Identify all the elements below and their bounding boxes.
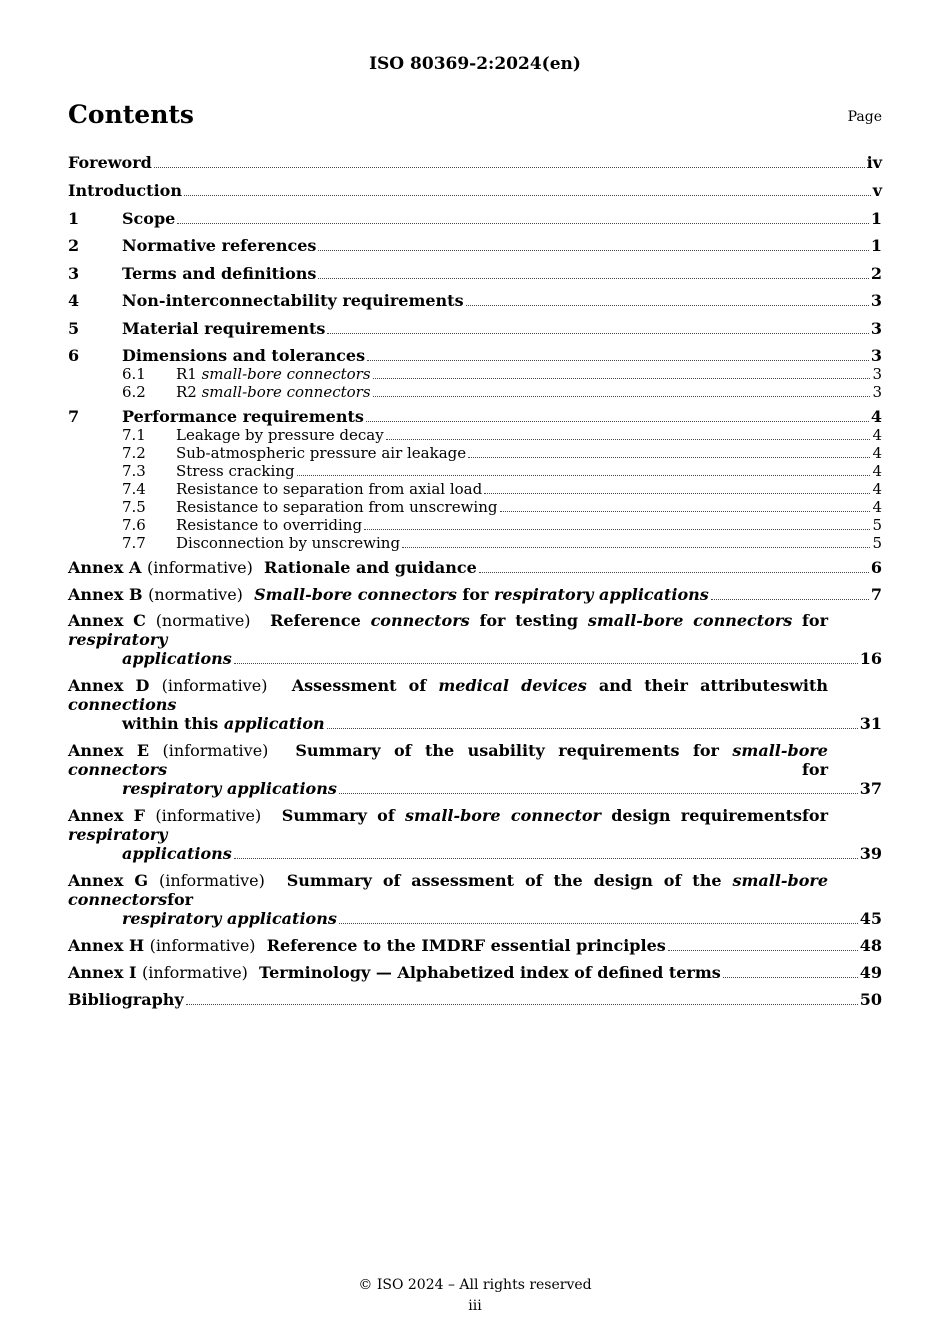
- toc-entry-material-requirements[interactable]: [68, 319, 882, 338]
- dot-leader: [479, 572, 869, 573]
- toc-entry-page: 4: [872, 480, 882, 498]
- dot-leader: [327, 333, 868, 334]
- toc-entry-number: 2: [68, 236, 80, 255]
- toc-entry-title: Annex H (informative) Reference to the IMDRF essential principles: [68, 936, 666, 955]
- toc-entry-title: Terms and definitions: [122, 264, 317, 283]
- toc-subentry-6-1[interactable]: [68, 365, 882, 383]
- toc-entry-page: 48: [859, 936, 882, 955]
- toc-entry-page: 31: [859, 714, 882, 733]
- toc-annex-h[interactable]: [68, 936, 882, 955]
- dot-leader: [500, 511, 871, 512]
- toc-entry-title: Annex G (informative) Summary of assessment of the design of the small-bore connectorsfor: [68, 871, 829, 909]
- toc-entry-title: Annex A (informative) Rationale and guidance: [68, 558, 477, 577]
- toc-entry-page: 39: [859, 844, 882, 863]
- dot-leader: [339, 923, 858, 924]
- toc-subentry-7-6[interactable]: [68, 516, 882, 534]
- toc-entry-title: R2 small-bore connectors: [176, 383, 371, 401]
- toc-entry-number: 7.3: [122, 462, 146, 480]
- dot-leader: [327, 728, 858, 729]
- toc-entry-introduction[interactable]: [68, 181, 882, 200]
- toc-entry-page: 4: [872, 462, 882, 480]
- toc-entry-page: 37: [859, 779, 882, 798]
- toc-entry-title: R1 small-bore connectors: [176, 365, 371, 383]
- toc-entry-page: 4: [872, 498, 882, 516]
- dot-leader: [154, 167, 865, 168]
- toc-entry-dimensions-and-tolerances[interactable]: [68, 346, 882, 365]
- toc-entry-number: 7.1: [122, 426, 146, 444]
- dot-leader: [366, 421, 869, 422]
- toc-entry-page: v: [872, 181, 882, 200]
- toc-entry-number: 4: [68, 291, 80, 310]
- toc-entry-title: Normative references: [122, 236, 317, 255]
- dot-leader: [297, 475, 871, 476]
- toc-entry-title: Resistance to separation from axial load: [176, 480, 483, 498]
- dot-leader: [177, 223, 869, 224]
- footer-page-number: iii: [468, 1298, 482, 1314]
- toc-entry-page: 1: [870, 209, 882, 228]
- table-of-contents: [68, 153, 882, 1009]
- dot-leader: [364, 529, 870, 530]
- toc-entry-number: 7.7: [122, 534, 146, 552]
- toc-entry-page: 3: [872, 365, 882, 383]
- toc-entry-title: Annex I (informative) Terminology — Alphabetized index of defined terms: [68, 963, 721, 982]
- dot-leader: [402, 547, 870, 548]
- toc-subentry-7-5[interactable]: [68, 498, 882, 516]
- toc-entry-title-continued: within this application: [122, 714, 325, 733]
- toc-entry-title: Resistance to overriding: [176, 516, 363, 534]
- toc-annex-a[interactable]: [68, 558, 882, 577]
- toc-annex-e[interactable]: [68, 741, 882, 798]
- toc-entry-title: Resistance to separation from unscrewing: [176, 498, 498, 516]
- toc-annex-d[interactable]: [68, 676, 882, 733]
- toc-entry-title-continued: applications: [122, 649, 232, 668]
- toc-entry-page: 3: [872, 383, 882, 401]
- toc-entry-title: Scope: [122, 209, 176, 228]
- toc-entry-scope[interactable]: [68, 209, 882, 228]
- dot-leader: [711, 599, 869, 600]
- toc-entry-title: Performance requirements: [122, 407, 364, 426]
- toc-entry-page: 4: [872, 444, 882, 462]
- toc-entry-performance-requirements[interactable]: [68, 407, 882, 426]
- dot-leader: [373, 396, 871, 397]
- dot-leader: [234, 663, 858, 664]
- toc-entry-page: iv: [866, 153, 882, 172]
- toc-entry-page: 16: [859, 649, 882, 668]
- dot-leader: [484, 493, 870, 494]
- toc-entry-page: 49: [859, 963, 882, 982]
- toc-entry-number: 7: [68, 407, 80, 426]
- toc-entry-page: 3: [870, 346, 882, 365]
- toc-subentry-7-4[interactable]: [68, 480, 882, 498]
- dot-leader: [234, 858, 858, 859]
- toc-entry-title: Material requirements: [122, 319, 326, 338]
- toc-annex-f[interactable]: [68, 806, 882, 863]
- dot-leader: [339, 793, 858, 794]
- toc-entry-title: Annex D (informative) Assessment of medical devices and their attributeswith connections: [68, 676, 829, 714]
- toc-entry-page: 3: [870, 319, 882, 338]
- dot-leader: [184, 195, 871, 196]
- dot-leader: [723, 977, 858, 978]
- toc-entry-title: Bibliography: [68, 990, 184, 1009]
- toc-entry-page: 4: [870, 407, 882, 426]
- dot-leader: [318, 278, 868, 279]
- toc-entry-number: 3: [68, 264, 80, 283]
- footer-copyright: © ISO 2024 – All rights reserved: [358, 1277, 592, 1293]
- toc-entry-title: Foreword: [68, 153, 152, 172]
- toc-entry-page: 45: [859, 909, 882, 928]
- dot-leader: [186, 1004, 858, 1005]
- toc-entry-title: Annex E (informative) Summary of the usability requirements for small-bore connectors for: [68, 741, 828, 779]
- toc-entry-normative-references[interactable]: [68, 236, 882, 255]
- toc-entry-title-continued: applications: [122, 844, 232, 863]
- toc-entry-title: Disconnection by unscrewing: [176, 534, 401, 552]
- toc-entry-number: 6.2: [122, 383, 146, 401]
- toc-entry-title-continued: respiratory applications: [122, 909, 337, 928]
- document-id-header: ISO 80369-2:2024(en): [369, 54, 581, 74]
- toc-subentry-7-2[interactable]: [68, 444, 882, 462]
- toc-entry-page: 2: [870, 264, 882, 283]
- toc-annex-g[interactable]: [68, 871, 882, 928]
- toc-entry-terms-and-definitions[interactable]: [68, 264, 882, 283]
- toc-annex-c[interactable]: [68, 611, 882, 668]
- toc-entry-title-continued: respiratory applications: [122, 779, 337, 798]
- toc-entry-title: Introduction: [68, 181, 182, 200]
- dot-leader: [367, 360, 869, 361]
- toc-entry-title: Dimensions and tolerances: [122, 346, 366, 365]
- page-title: Contents: [68, 100, 195, 129]
- toc-entry-non-interconnectability[interactable]: [68, 291, 882, 310]
- dot-leader: [468, 457, 870, 458]
- toc-entry-page: 5: [872, 534, 882, 552]
- toc-entry-number: 6.1: [122, 365, 146, 383]
- dot-leader: [668, 950, 858, 951]
- toc-entry-page: 5: [872, 516, 882, 534]
- toc-entry-title: Annex F (informative) Summary of small-bore connector design requirementsfor respiratory: [68, 806, 829, 844]
- toc-entry-title: Leakage by pressure decay: [176, 426, 384, 444]
- toc-entry-number: 7.6: [122, 516, 146, 534]
- toc-subentry-7-3[interactable]: [68, 462, 882, 480]
- toc-annex-i[interactable]: [68, 963, 882, 982]
- toc-annex-b[interactable]: [68, 585, 882, 604]
- toc-entry-title: Stress cracking: [176, 462, 295, 480]
- toc-entry-bibliography[interactable]: [68, 990, 882, 1009]
- toc-entry-title: Sub-atmospheric pressure air leakage: [176, 444, 467, 462]
- toc-entry-title: Annex C (normative) Reference connectors for testing small-bore connectors for respiratory: [68, 611, 829, 649]
- toc-entry-foreword[interactable]: [68, 153, 882, 172]
- toc-entry-number: 7.5: [122, 498, 146, 516]
- dot-leader: [466, 305, 869, 306]
- dot-leader: [318, 250, 868, 251]
- toc-entry-page: 50: [859, 990, 882, 1009]
- page-column-label: Page: [847, 109, 882, 125]
- toc-entry-title: Non-interconnectability requirements: [122, 291, 464, 310]
- toc-entry-number: 1: [68, 209, 80, 228]
- dot-leader: [386, 439, 871, 440]
- toc-entry-title: Annex B (normative) Small-bore connectors for respiratory applications: [68, 585, 709, 604]
- toc-entry-page: 7: [870, 585, 882, 604]
- toc-entry-page: 6: [870, 558, 882, 577]
- dot-leader: [373, 378, 871, 379]
- toc-entry-number: 5: [68, 319, 80, 338]
- toc-entry-page: 3: [870, 291, 882, 310]
- toc-subentry-7-7[interactable]: [68, 534, 882, 552]
- toc-subentry-6-2[interactable]: [68, 383, 882, 401]
- toc-entry-number: 7.2: [122, 444, 146, 462]
- toc-entry-number: 7.4: [122, 480, 146, 498]
- toc-subentry-7-1[interactable]: [68, 426, 882, 444]
- toc-entry-page: 4: [872, 426, 882, 444]
- toc-entry-number: 6: [68, 346, 80, 365]
- toc-entry-page: 1: [870, 236, 882, 255]
